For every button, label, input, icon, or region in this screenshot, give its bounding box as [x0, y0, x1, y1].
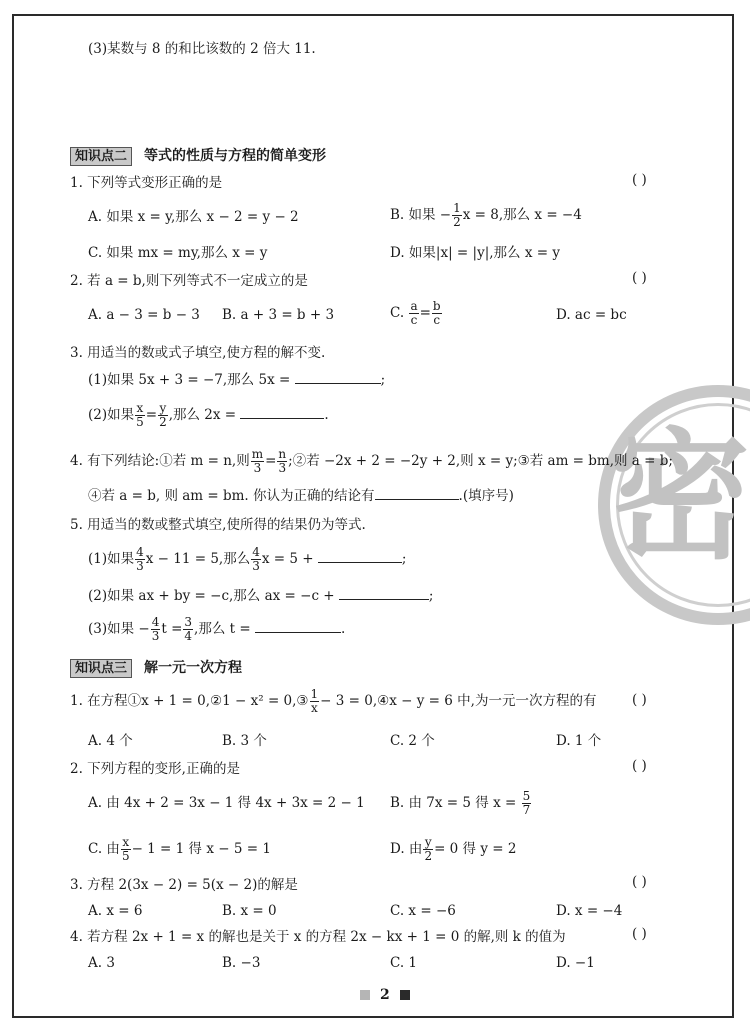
- option-b: B. a + 3 = b + 3: [222, 307, 335, 323]
- answer-paren: ( ): [632, 172, 647, 188]
- r-question-4-stem: 4. 若方程 2x + 1 = x 的解也是关于 x 的方程 2x − kx + 1 = 0 的解,则 k 的值为: [70, 929, 566, 945]
- option-c: C. $\frac{a}{c}$ = $\frac{b}{c}$: [390, 299, 441, 327]
- option-d: D. 1 个: [556, 733, 602, 749]
- r-question-2-stem: 2. 下列方程的变形,正确的是: [70, 761, 240, 777]
- option-a: A. 4 个: [88, 733, 133, 749]
- question-2-stem: 2. 若 a = b,则下列等式不一定成立的是: [70, 273, 308, 289]
- question-3-part-2: (2)如果 $\frac{x}{5}$ = $\frac{y}{2}$ ,那么 2x = .: [88, 401, 329, 429]
- question-1-stem: 1. 下列等式变形正确的是: [70, 175, 223, 191]
- question-5-part-1: (1)如果 $\frac{4}{3}$ x − 11 = 5,那么 $\frac{4}{3}$ x = 5 + ;: [88, 545, 407, 573]
- option-a: A. a − 3 = b − 3: [88, 307, 200, 323]
- answer-paren: ( ): [632, 758, 647, 774]
- option-a: A. x = 6: [88, 903, 143, 919]
- option-b: B. 如果 − $\frac{1}{2}$ x = 8,那么 x = −4: [390, 201, 582, 229]
- r-question-1-stem: 1. 在方程①x + 1 = 0,②1 − x² = 0,③ $\frac{1}{x}$ − 3 = 0,④x − y = 6 中,为一元一次方程的有: [70, 687, 597, 715]
- section-heading-3: [70, 658, 242, 678]
- answer-blank[interactable]: [295, 370, 381, 384]
- answer-blank[interactable]: [255, 619, 341, 633]
- question-5-part-2: (2)如果 ax + by = −c,那么 ax = −c + ;: [88, 588, 434, 604]
- question-5-stem: 5. 用适当的数或整式填空,使所得的结果仍为等式.: [70, 517, 366, 533]
- answer-blank[interactable]: [375, 486, 459, 500]
- option-a: A. 3: [88, 955, 115, 971]
- r-question-3-stem: 3. 方程 2(3x − 2) = 5(x − 2)的解是: [70, 877, 298, 893]
- option-c: C. 如果 mx = my,那么 x = y: [88, 245, 268, 261]
- option-b: B. −3: [222, 955, 261, 971]
- option-d: D. −1: [556, 955, 595, 971]
- option-c: C. x = −6: [390, 903, 456, 919]
- answer-paren: ( ): [632, 926, 647, 942]
- option-a: A. 由 4x + 2 = 3x − 1 得 4x + 3x = 2 − 1: [88, 795, 365, 811]
- answer-blank[interactable]: [318, 549, 402, 563]
- page-number: 2: [380, 987, 390, 1003]
- footer-square-dark: [400, 990, 410, 1000]
- answer-paren: ( ): [632, 270, 647, 286]
- section-heading-2: [70, 146, 326, 166]
- section-tag: 知识点二: [70, 147, 132, 166]
- section-title: 解一元一次方程: [144, 660, 243, 676]
- option-d: D. 由 $\frac{y}{2}$ = 0 得 y = 2: [390, 835, 517, 863]
- page-footer: [350, 987, 420, 1003]
- option-c: C. 由 $\frac{x}{5}$ − 1 = 1 得 x − 5 = 1: [88, 835, 271, 863]
- option-d: D. 如果|x| = |y|,那么 x = y: [390, 245, 560, 261]
- question-3-part-1: (1)如果 5x + 3 = −7,那么 5x = ;: [88, 372, 386, 388]
- section-tag: 知识点三: [70, 659, 132, 678]
- item-3-text: (3)某数与 8 的和比该数的 2 倍大 11.: [88, 41, 316, 57]
- option-c: C. 2 个: [390, 733, 435, 749]
- answer-paren: ( ): [632, 874, 647, 890]
- answer-blank[interactable]: [240, 405, 324, 419]
- question-3-stem: 3. 用适当的数或式子填空,使方程的解不变.: [70, 345, 326, 361]
- option-d: D. x = −4: [556, 903, 623, 919]
- answer-paren: ( ): [632, 692, 647, 708]
- option-c: C. 1: [390, 955, 418, 971]
- question-4-line-2: ④若 a = b, 则 am = bm. 你认为正确的结论有 .(填序号): [88, 488, 514, 504]
- option-d: D. ac = bc: [556, 307, 627, 323]
- question-4-line-1: 4. 有下列结论:①若 m = n,则 $\frac{m}{3}$ = $\frac{n}{3}$ ;②若 −2x + 2 = −2y + 2,则 x = y;③若 am = bm,则 a = b;: [70, 447, 673, 475]
- option-a: A. 如果 x = y,那么 x − 2 = y − 2: [88, 209, 299, 225]
- answer-blank[interactable]: [339, 586, 429, 600]
- stamp-character: 密: [610, 416, 750, 579]
- question-5-part-3: (3)如果 − $\frac{4}{3}$ t = $\frac{3}{4}$ ,那么 t = .: [88, 615, 346, 643]
- option-b: B. 3 个: [222, 733, 267, 749]
- option-b: B. 由 7x = 5 得 x = $\frac{5}{7}$: [390, 789, 531, 817]
- footer-square-light: [360, 990, 370, 1000]
- section-title: 等式的性质与方程的简单变形: [144, 148, 327, 164]
- option-b: B. x = 0: [222, 903, 277, 919]
